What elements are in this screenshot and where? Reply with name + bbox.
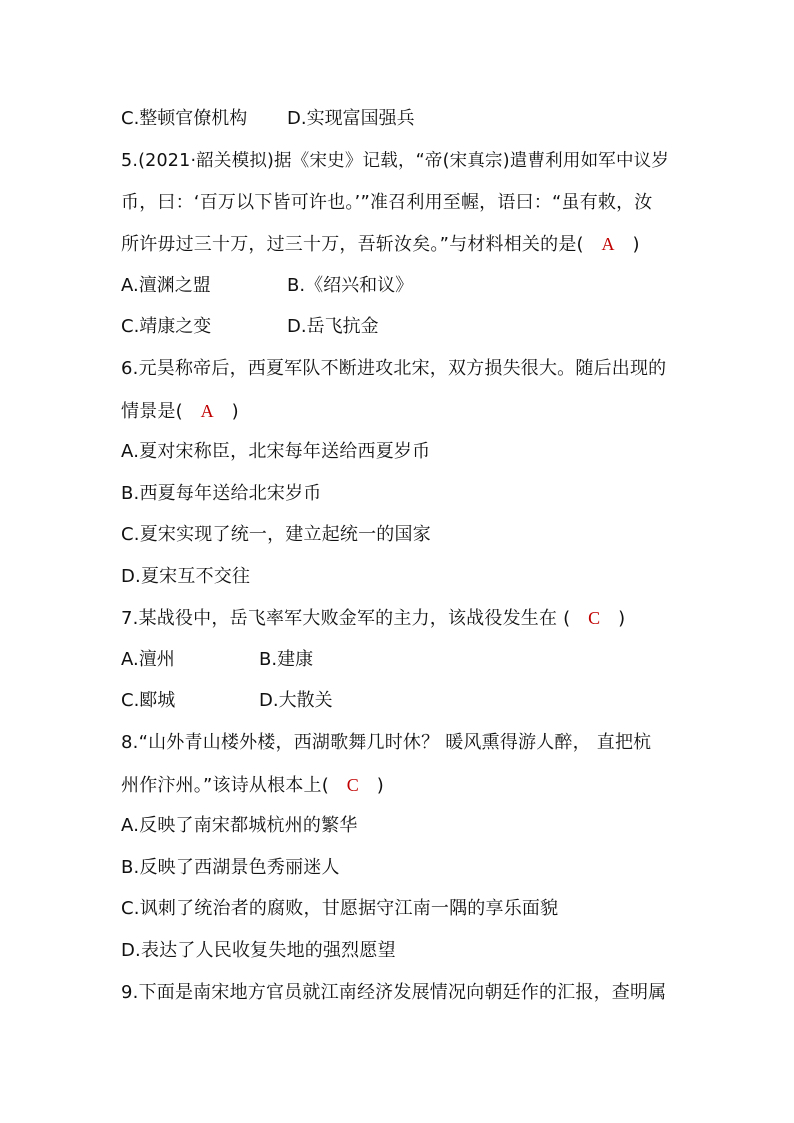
q7-option-a: A.澶州 <box>121 649 175 670</box>
q5-stem-line-1: 5.(2021·韶关模拟)据《宋史》记载，“帝(宋真宗)遣曹利用如军中议岁 <box>121 151 670 171</box>
q5-paren-close: ) <box>632 234 640 255</box>
q6-option-c: C.夏宋实现了统一，建立起统一的国家 <box>121 524 431 545</box>
q7-option-d: D.大散关 <box>259 690 333 711</box>
q5-stem-text: 所许毋过三十万，过三十万，吾斩汝矣。”与材料相关的是( <box>121 234 584 255</box>
q5-option-c: C.靖康之变 <box>121 316 212 337</box>
q8-stem-text: 州作汴州。”该诗从根本上( <box>121 775 329 796</box>
q7-answer: C <box>588 608 601 628</box>
q8-paren-close: ) <box>376 775 384 796</box>
q8-option-b: B.反映了西湖景色秀丽迷人 <box>121 857 340 878</box>
q7-stem-text: 7.某战役中，岳飞率军大败金军的主力，该战役发生在 ( <box>121 608 571 629</box>
q5-stem-line-2: 币，曰：‘百万以下皆可许也。’”准召利用至幄，语曰：“虽有敕，汝 <box>121 192 653 213</box>
q8-stem-line-2 <box>121 773 384 798</box>
q6-stem-line-1: 6.元昊称帝后，西夏军队不断进攻北宋，双方损失很大。随后出现的 <box>121 358 667 379</box>
q7-paren-close: ) <box>618 608 626 629</box>
q6-option-b: B.西夏每年送给北宋岁币 <box>121 483 322 504</box>
q8-option-d: D.表达了人民收复失地的强烈愿望 <box>121 940 396 961</box>
q5-option-d: D.岳飞抗金 <box>287 316 379 337</box>
q8-option-a: A.反映了南宋都城杭州的繁华 <box>121 815 358 836</box>
q6-stem-line-2 <box>121 399 239 424</box>
q6-option-d: D.夏宋互不交往 <box>121 566 251 587</box>
q8-stem-line-1: 8.“山外青山楼外楼，西湖歌舞几时休？ 暖风熏得游人醉， 直把杭 <box>121 732 652 753</box>
q5-option-a: A.澶渊之盟 <box>121 275 211 296</box>
q5-stem-line-3 <box>121 232 640 257</box>
q6-answer: A <box>200 401 214 421</box>
q6-stem-text: 情景是( <box>121 401 183 422</box>
prev-option-c: C.整顿官僚机构 <box>121 108 248 129</box>
q8-answer: C <box>346 775 359 795</box>
q5-answer: A <box>601 234 615 254</box>
q7-option-c: C.郾城 <box>121 690 176 711</box>
q6-option-a: A.夏对宋称臣，北宋每年送给西夏岁币 <box>121 441 431 462</box>
q8-option-c: C.讽刺了统治者的腐败，甘愿据守江南一隅的享乐面貌 <box>121 898 559 919</box>
prev-option-d: D.实现富国强兵 <box>287 108 415 129</box>
q6-paren-close: ) <box>231 401 239 422</box>
q7-option-b: B.建康 <box>259 649 314 670</box>
q9-stem-line-1: 9.下面是南宋地方官员就江南经济发展情况向朝廷作的汇报，查明属 <box>121 982 667 1003</box>
q7-stem-line-1 <box>121 606 625 631</box>
q5-option-b: B.《绍兴和议》 <box>287 275 414 296</box>
